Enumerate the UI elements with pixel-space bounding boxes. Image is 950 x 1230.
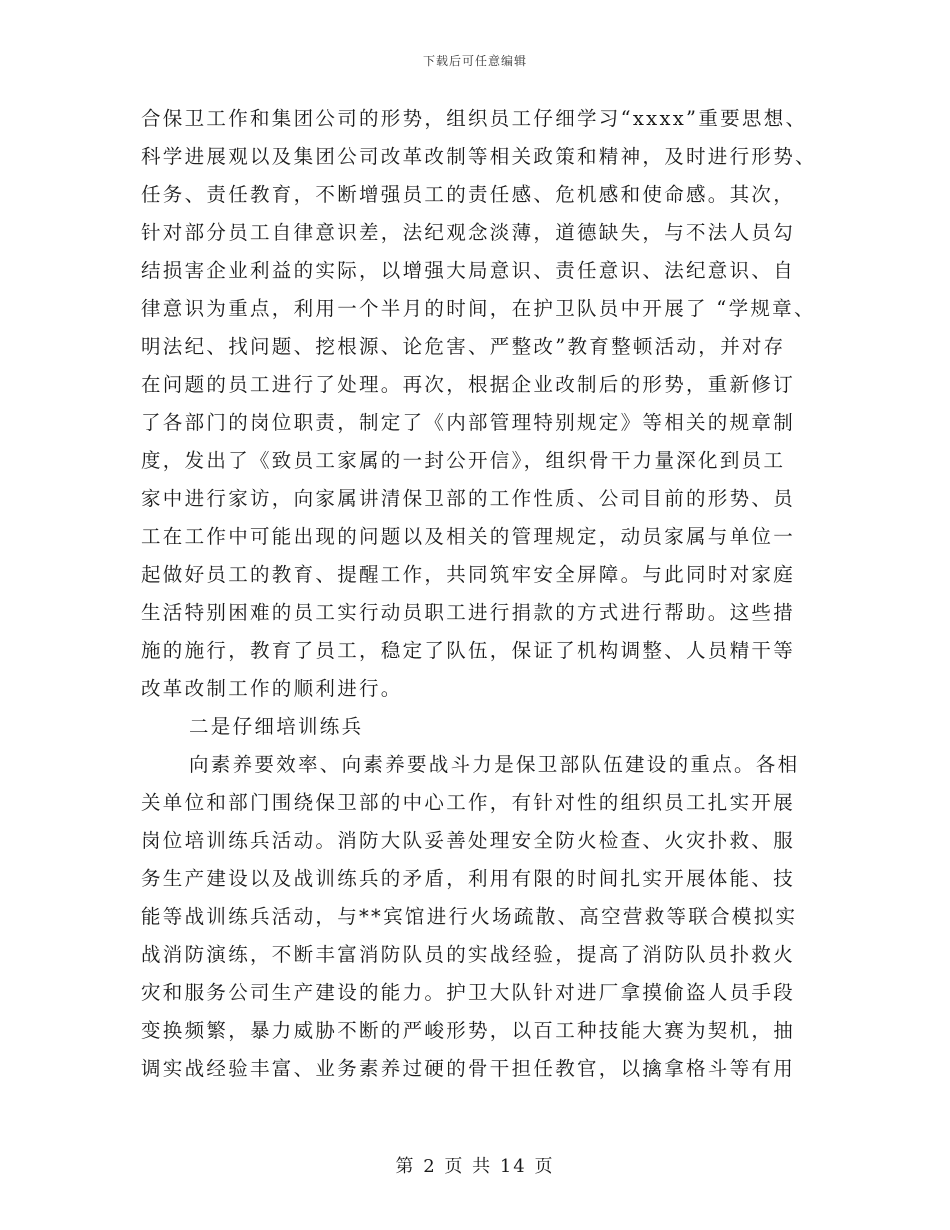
text-line: 岗位培训练兵活动。消防大队妥善处理安全防火检查、火灾扑救、服 xyxy=(141,829,796,852)
text-line: 关单位和部门围绕保卫部的中心工作，有针对性的组织员工扎实开展 xyxy=(141,791,796,814)
paragraph-first-line: 向素养要效率、向素养要战斗力是保卫部队伍建设的重点。各相 xyxy=(189,753,800,776)
text-line: 了各部门的岗位职责，制定了《内部管理特别规定》等相关的规章制 xyxy=(141,411,796,434)
text-line: 针对部分员工自律意识差，法纪观念淡薄，道德缺失，与不法人员勾 xyxy=(141,221,796,244)
text-line: 结损害企业利益的实际，以增强大局意识、责任意识、法纪意识、自 xyxy=(141,259,796,282)
text-line: 战消防演练，不断丰富消防队员的实战经验，提高了消防队员扑救火 xyxy=(141,943,796,966)
text-line: 科学进展观以及集团公司改革改制等相关政策和精神，及时进行形势、 xyxy=(141,145,817,168)
text-line: 改革改制工作的顺利进行。 xyxy=(141,677,403,700)
text-line: 工在工作中可能出现的问题以及相关的管理规定，动员家属与单位一 xyxy=(141,525,796,548)
text-line: 明法纪、找问题、挖根源、论危害、严整改”教育整顿活动，并对存 xyxy=(141,335,786,358)
text-line: 任务、责任教育，不断增强员工的责任感、危机感和使命感。其次， xyxy=(141,183,796,206)
text-line: 合保卫工作和集团公司的形势，组织员工仔细学习“xxxx”重要思想、 xyxy=(141,107,808,130)
text-line: 律意识为重点，利用一个半月的时间，在护卫队员中开展了 “学规章、 xyxy=(141,297,816,320)
text-line: 生活特别困难的员工实行动员职工进行捐款的方式进行帮助。这些措 xyxy=(141,601,796,624)
page-header: 下载后可任意编辑 xyxy=(422,54,527,68)
text-line: 在问题的员工进行了处理。再次，根据企业改制后的形势，重新修订 xyxy=(141,373,796,396)
section-heading: 二是仔细培训练兵 xyxy=(189,715,364,738)
text-line: 灾和服务公司生产建设的能力。护卫大队针对进厂拿摸偷盗人员手段 xyxy=(141,981,796,1004)
text-line: 调实战经验丰富、业务素养过硬的骨干担任教官，以擒拿格斗等有用 xyxy=(141,1057,796,1080)
text-line: 起做好员工的教育、提醒工作，共同筑牢安全屏障。与此同时对家庭 xyxy=(141,563,796,586)
text-line: 家中进行家访，向家属讲清保卫部的工作性质、公司目前的形势、员 xyxy=(141,487,796,510)
text-line: 能等战训练兵活动，与**宾馆进行火场疏散、高空营救等联合模拟实 xyxy=(141,905,798,928)
body-text xyxy=(141,100,821,1088)
text-line: 务生产建设以及战训练兵的矛盾，利用有限的时间扎实开展体能、技 xyxy=(141,867,796,890)
page-number: 第 2 页 共 14 页 xyxy=(395,1156,555,1177)
text-line: 度，发出了《致员工家属的一封公开信》，组织骨干力量深化到员工 xyxy=(141,449,786,472)
text-line: 施的施行，教育了员工，稳定了队伍，保证了机构调整、人员精干等 xyxy=(141,639,796,662)
text-line: 变换频繁，暴力威胁不断的严峻形势，以百工种技能大赛为契机，抽 xyxy=(141,1019,796,1042)
